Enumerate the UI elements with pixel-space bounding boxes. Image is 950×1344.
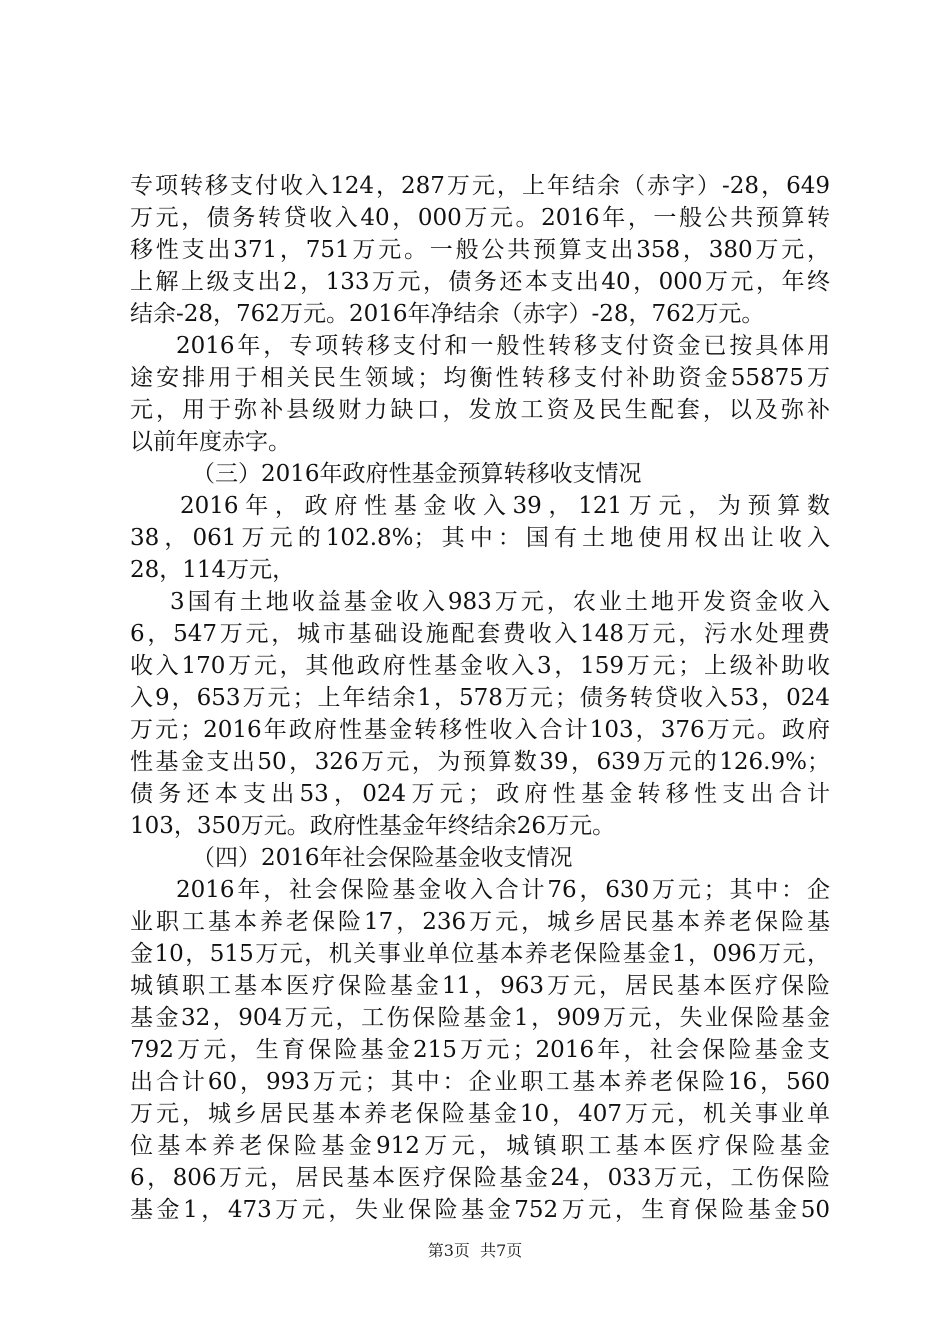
- text-line: 位基本养老保险基金912万元，城镇职工基本医疗保险基金: [130, 1133, 830, 1159]
- text-line: 出合计60，993万元；其中：企业职工基本养老保险16，560: [130, 1069, 830, 1095]
- text-line: 性基金支出50，326万元，为预算数39，639万元的126.9%；: [130, 749, 830, 775]
- page-total: 共7页: [480, 1241, 523, 1260]
- text-line: 万元，城乡居民基本养老保险基金10，407万元，机关事业单: [130, 1101, 830, 1127]
- section-heading: （三）2016年政府性基金预算转移收支情况: [192, 461, 642, 487]
- text-line: 6，806万元，居民基本医疗保险基金24，033万元，工伤保险: [130, 1165, 830, 1191]
- text-line: 金10，515万元，机关事业单位基本养老保险基金1，096万元，: [130, 941, 830, 967]
- text-line: 万元；2016年政府性基金转移性收入合计103，376万元。政府: [130, 717, 830, 743]
- paragraph-first-line: 2016年，专项转移支付和一般性转移支付资金已按具体用: [176, 333, 830, 359]
- text-line: 专项转移支付收入124，287万元，上年结余（赤字）-28，649: [130, 173, 830, 199]
- text-line: 城镇职工基本医疗保险基金11，963万元，居民基本医疗保险: [130, 973, 830, 999]
- text-line: 上解上级支出2，133万元，债务还本支出40，000万元，年终: [130, 269, 830, 295]
- text-line: 28，114万元，: [130, 557, 296, 583]
- text-line: 入9，653万元；上年结余1，578万元；债务转贷收入53，024: [130, 685, 830, 711]
- text-line: 6，547万元，城市基础设施配套费收入148万元，污水处理费: [130, 621, 830, 647]
- section-heading: （四）2016年社会保险基金收支情况: [192, 845, 573, 871]
- text-line: 元，用于弥补县级财力缺口，发放工资及民生配套，以及弥补: [130, 397, 830, 423]
- text-line: 792万元，生育保险基金215万元；2016年，社会保险基金支: [130, 1037, 830, 1063]
- text-line: 38，061万元的102.8%；其中：国有土地使用权出让收入: [130, 525, 830, 551]
- text-line: 途安排用于相关民生领域；均衡性转移支付补助资金55875万: [130, 365, 830, 391]
- text-line: 以前年度赤字。: [130, 429, 291, 455]
- text-line: 基金1，473万元，失业保险基金752万元，生育保险基金50: [130, 1197, 830, 1223]
- text-line: 103，350万元。政府性基金年终结余26万元。: [130, 813, 616, 839]
- page-number: 第3页: [427, 1241, 470, 1260]
- text-line: 万元，债务转贷收入40，000万元。2016年，一般公共预算转: [130, 205, 830, 231]
- paragraph-first-line: 3国有土地收益基金收入983万元，农业土地开发资金收入: [170, 589, 830, 615]
- paragraph-first-line: 2016年，社会保险基金收入合计76，630万元；其中：企: [176, 877, 830, 903]
- text-line: 业职工基本养老保险17，236万元，城乡居民基本养老保险基: [130, 909, 830, 935]
- text-line: 债务还本支出53，024万元；政府性基金转移性支出合计: [130, 781, 830, 807]
- text-line: 收入170万元，其他政府性基金收入3，159万元；上级补助收: [130, 653, 830, 679]
- text-line: 基金32，904万元，工伤保险基金1，909万元，失业保险基金: [130, 1005, 830, 1031]
- text-line: 移性支出371，751万元。一般公共预算支出358，380万元，: [130, 237, 830, 263]
- text-line: 结余-28，762万元。2016年净结余（赤字）-28，762万元。: [130, 301, 765, 327]
- paragraph-first-line: 2016年，政府性基金收入39，121万元，为预算数: [180, 493, 830, 519]
- page-footer: [0, 1241, 950, 1261]
- document-body: [130, 170, 830, 1226]
